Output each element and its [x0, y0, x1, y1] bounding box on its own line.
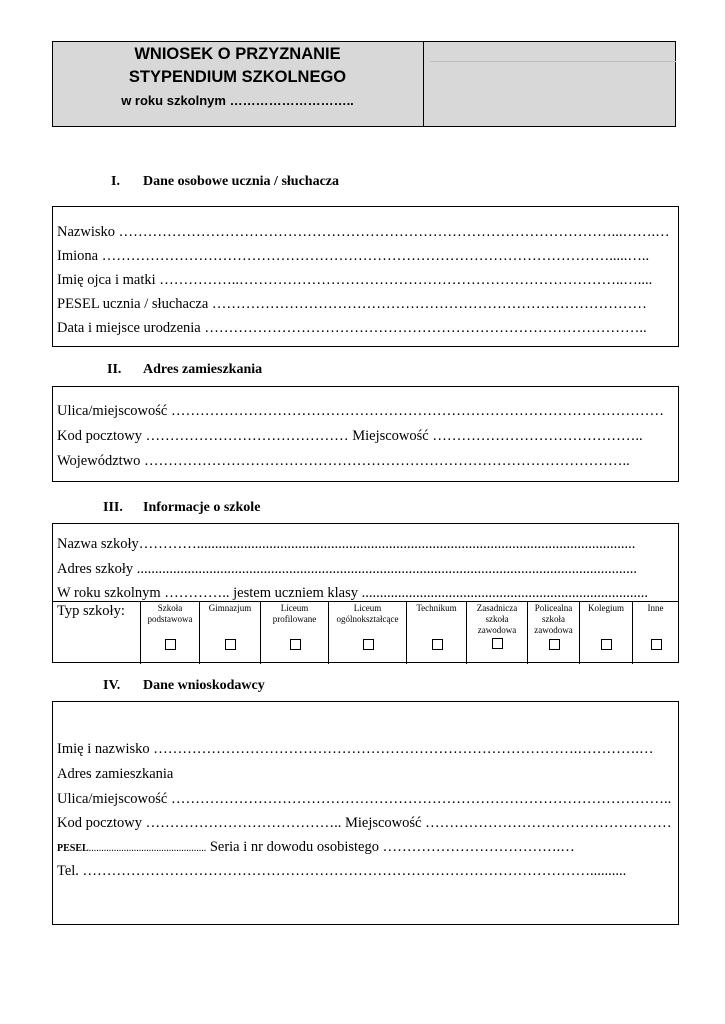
school-type-label: Policealna szkoła zawodowa — [534, 603, 573, 635]
school-year-class-field[interactable]: W roku szkolnym ………….. jestem uczniem klasy ............................................................................... — [57, 585, 648, 601]
school-type-row — [53, 601, 678, 664]
school-type-checkbox[interactable] — [601, 639, 612, 650]
section-4-number: IV. — [103, 678, 121, 693]
school-type-post-secondary — [527, 602, 579, 664]
school-type-checkbox[interactable] — [363, 639, 374, 650]
school-type-technical — [406, 602, 466, 664]
section-4-title: Dane wnioskodawcy — [143, 678, 265, 693]
student-pesel-field[interactable]: PESEL ucznia / słuchacza ……………………………………………………………………………… — [57, 296, 647, 312]
school-type-label: Gimnazjum — [208, 603, 252, 613]
section-3-title: Informacje o szkole — [143, 500, 261, 515]
stamp-area-divider — [430, 61, 676, 62]
school-type-label: Liceum profilowane — [272, 603, 317, 624]
section-2-title: Adres zamieszkania — [143, 362, 263, 377]
school-year-field[interactable]: w roku szkolnym ……………………….. — [121, 93, 354, 108]
form-title-line2: STYPENDIUM SZKOLNEGO — [128, 68, 347, 86]
street-city-field[interactable]: Ulica/miejscowość ………………………………………………………………………………………… — [57, 403, 664, 419]
school-type-checkbox[interactable] — [651, 639, 662, 650]
school-address-field[interactable]: Adres szkoły .......................................................................................................................................... — [57, 561, 637, 577]
section-1-number: I. — [111, 174, 120, 189]
applicant-postal-code-city-field[interactable]: Kod pocztowy ………………………………….. Miejscowość …………………………………………… — [57, 815, 672, 831]
school-type-checkbox[interactable] — [432, 639, 443, 650]
form-title-block — [52, 41, 424, 127]
school-type-label: Kolegium — [588, 603, 624, 613]
school-type-label: Szkoła podstawowa — [147, 603, 193, 624]
section-1-title: Dane osobowe ucznia / słuchacza — [143, 174, 339, 189]
applicant-address-label: Adres zamieszkania — [57, 766, 174, 782]
section-3-number: III. — [103, 500, 123, 515]
school-type-checkbox[interactable] — [290, 639, 301, 650]
school-type-college — [579, 602, 632, 664]
school-type-primary — [140, 602, 199, 664]
birth-date-place-field[interactable]: Data i miejsce urodzenia ……………………………………………………………………………….. — [57, 320, 647, 336]
school-type-label: Technikum — [416, 603, 457, 613]
school-type-vocational — [466, 602, 527, 664]
school-name-field[interactable]: Nazwa szkoły…………......................................................................................................................... — [57, 536, 636, 552]
address-box — [52, 386, 679, 482]
school-type-other — [632, 602, 678, 664]
voivodeship-field[interactable]: Województwo ……………………………………………………………………………………….. — [57, 453, 630, 469]
applicant-phone-field[interactable]: Tel. …………………………………………………………………………………………….......... — [57, 863, 627, 879]
school-type-checkbox[interactable] — [492, 638, 503, 649]
postal-code-city-field[interactable]: Kod pocztowy …………………………………… Miejscowość …………………………………….. — [57, 428, 643, 444]
school-info-box — [52, 523, 679, 663]
school-type-checkbox[interactable] — [225, 639, 236, 650]
form-title-line1: WNIOSEK O PRZYZNANIE — [134, 45, 341, 63]
school-type-label: Zasadnicza szkoła zawodowa — [476, 603, 518, 635]
id-card-field[interactable]: Seria i nr dowodu osobistego ……………………………….… — [206, 839, 575, 855]
surname-field[interactable]: Nazwisko …………………………………………………………………………………………...…….… — [57, 224, 670, 240]
section-2-number: II. — [107, 362, 122, 377]
personal-data-box — [52, 206, 679, 347]
school-type-checkbox[interactable] — [549, 639, 560, 650]
school-type-general-lyceum — [328, 602, 406, 664]
school-type-checkbox[interactable] — [165, 639, 176, 650]
first-names-field[interactable]: Imiona …………………………………………………………………………………………….....….. — [57, 248, 650, 264]
school-type-label: Liceum ogólnokształcące — [336, 603, 399, 624]
parents-names-field[interactable]: Imię ojca i matki ……………..……………………………………………………………………..….... — [57, 272, 653, 288]
school-type-profiled-lyceum — [260, 602, 328, 664]
applicant-pesel-id-field[interactable] — [57, 839, 575, 856]
school-type-label: Typ szkoły: — [57, 603, 125, 619]
pesel-dots[interactable]: ............................................... — [88, 843, 207, 854]
school-type-label: Inne — [647, 603, 664, 613]
applicant-box — [52, 701, 679, 925]
applicant-street-city-field[interactable]: Ulica/miejscowość ………………………………………………………………………………………….. — [57, 791, 672, 807]
pesel-label: PESEL — [57, 843, 89, 854]
school-type-gymnasium — [199, 602, 260, 664]
applicant-name-field[interactable]: Imię i nazwisko …………………………………………………………………………….………….… — [57, 741, 654, 757]
